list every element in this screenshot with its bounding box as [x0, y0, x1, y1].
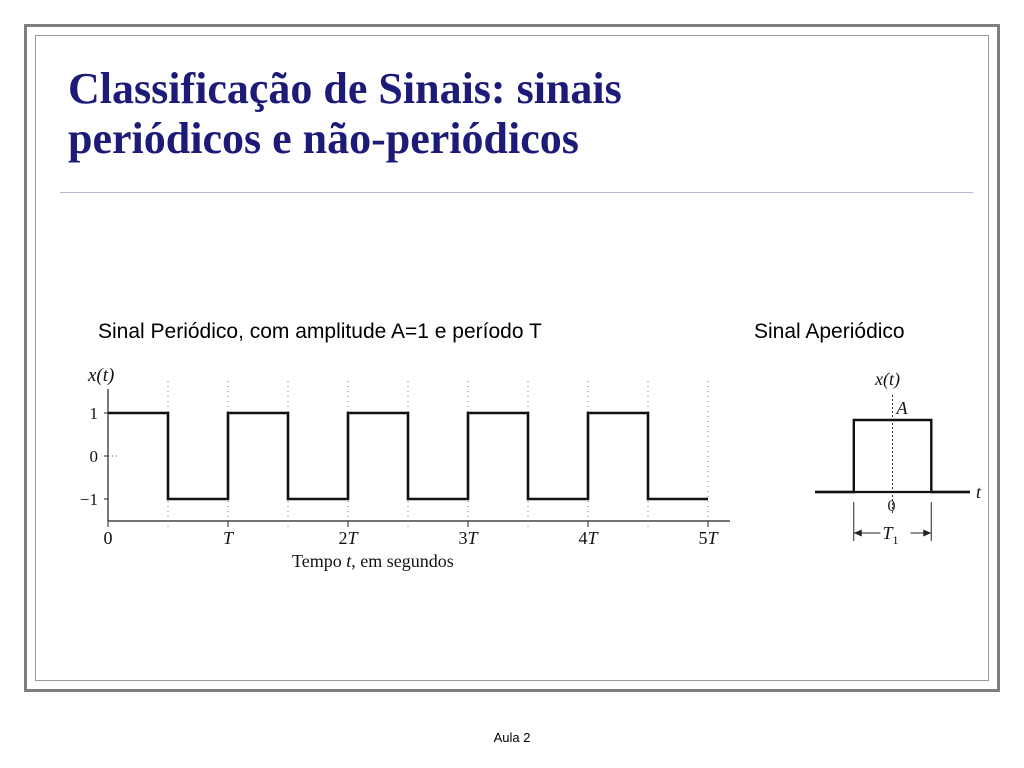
y-axis-label-x: x(t) — [88, 365, 115, 386]
pulse-y-axis-label: x(t) — [875, 369, 900, 389]
slide-title-line-1: Classificação de Sinais: sinais — [68, 64, 622, 113]
title-divider — [60, 192, 973, 193]
x-axis-label-prefix: Tempo — [292, 551, 347, 571]
pulse-origin-label: 0 — [887, 498, 896, 515]
pulse-t-axis-label: t — [976, 482, 982, 502]
x-tick-label — [578, 528, 599, 548]
y-axis-label — [87, 365, 114, 386]
slide-title — [68, 64, 928, 164]
pulse-width-label — [883, 523, 899, 547]
pulse-width-left-arrowhead — [854, 530, 862, 537]
x-axis-label-variable: t — [346, 551, 352, 571]
pulse-width-label-symbol: T — [882, 523, 893, 543]
x-tick-label-coefficient: 3 — [458, 528, 468, 548]
square-wave-line — [108, 413, 708, 499]
y-tick-label: −1 — [79, 490, 98, 509]
y-tick-label: 0 — [89, 447, 98, 466]
x-tick-label-symbol: T — [587, 528, 598, 548]
caption-periodic-signal: Sinal Periódico, com amplitude A=1 e período T — [98, 320, 542, 343]
x-axis-label-suffix: , em segundos — [351, 551, 454, 571]
x-tick-label — [104, 528, 113, 548]
caption-aperiodic-signal: Sinal Aperiódico — [754, 320, 905, 343]
y-tick-label: 1 — [89, 404, 98, 423]
pulse-width-label-subscript: 1 — [892, 533, 899, 547]
x-tick-label-coefficient: 5 — [698, 528, 708, 548]
pulse-amplitude-label: A — [896, 398, 908, 418]
x-tick-label — [223, 528, 235, 548]
periodic-signal-plot — [70, 355, 750, 585]
slide-footer: Aula 2 — [493, 730, 531, 745]
x-tick-label — [698, 528, 719, 548]
x-tick-label-coefficient: 4 — [578, 528, 588, 548]
x-tick-label-symbol: T — [347, 528, 358, 548]
x-tick-label-coefficient: 0 — [103, 528, 113, 548]
x-tick-label — [458, 528, 479, 548]
x-tick-label — [338, 528, 359, 548]
x-tick-label-symbol: T — [707, 528, 718, 548]
x-tick-label-symbol: T — [222, 528, 234, 548]
pulse-width-right-arrowhead — [923, 530, 931, 537]
x-tick-label-symbol: T — [467, 528, 478, 548]
x-axis-label — [292, 551, 454, 571]
slide-title-line-2: periódicos e não-periódicos — [68, 114, 579, 163]
x-tick-label-coefficient: 2 — [338, 528, 348, 548]
aperiodic-signal-plot — [790, 355, 990, 585]
